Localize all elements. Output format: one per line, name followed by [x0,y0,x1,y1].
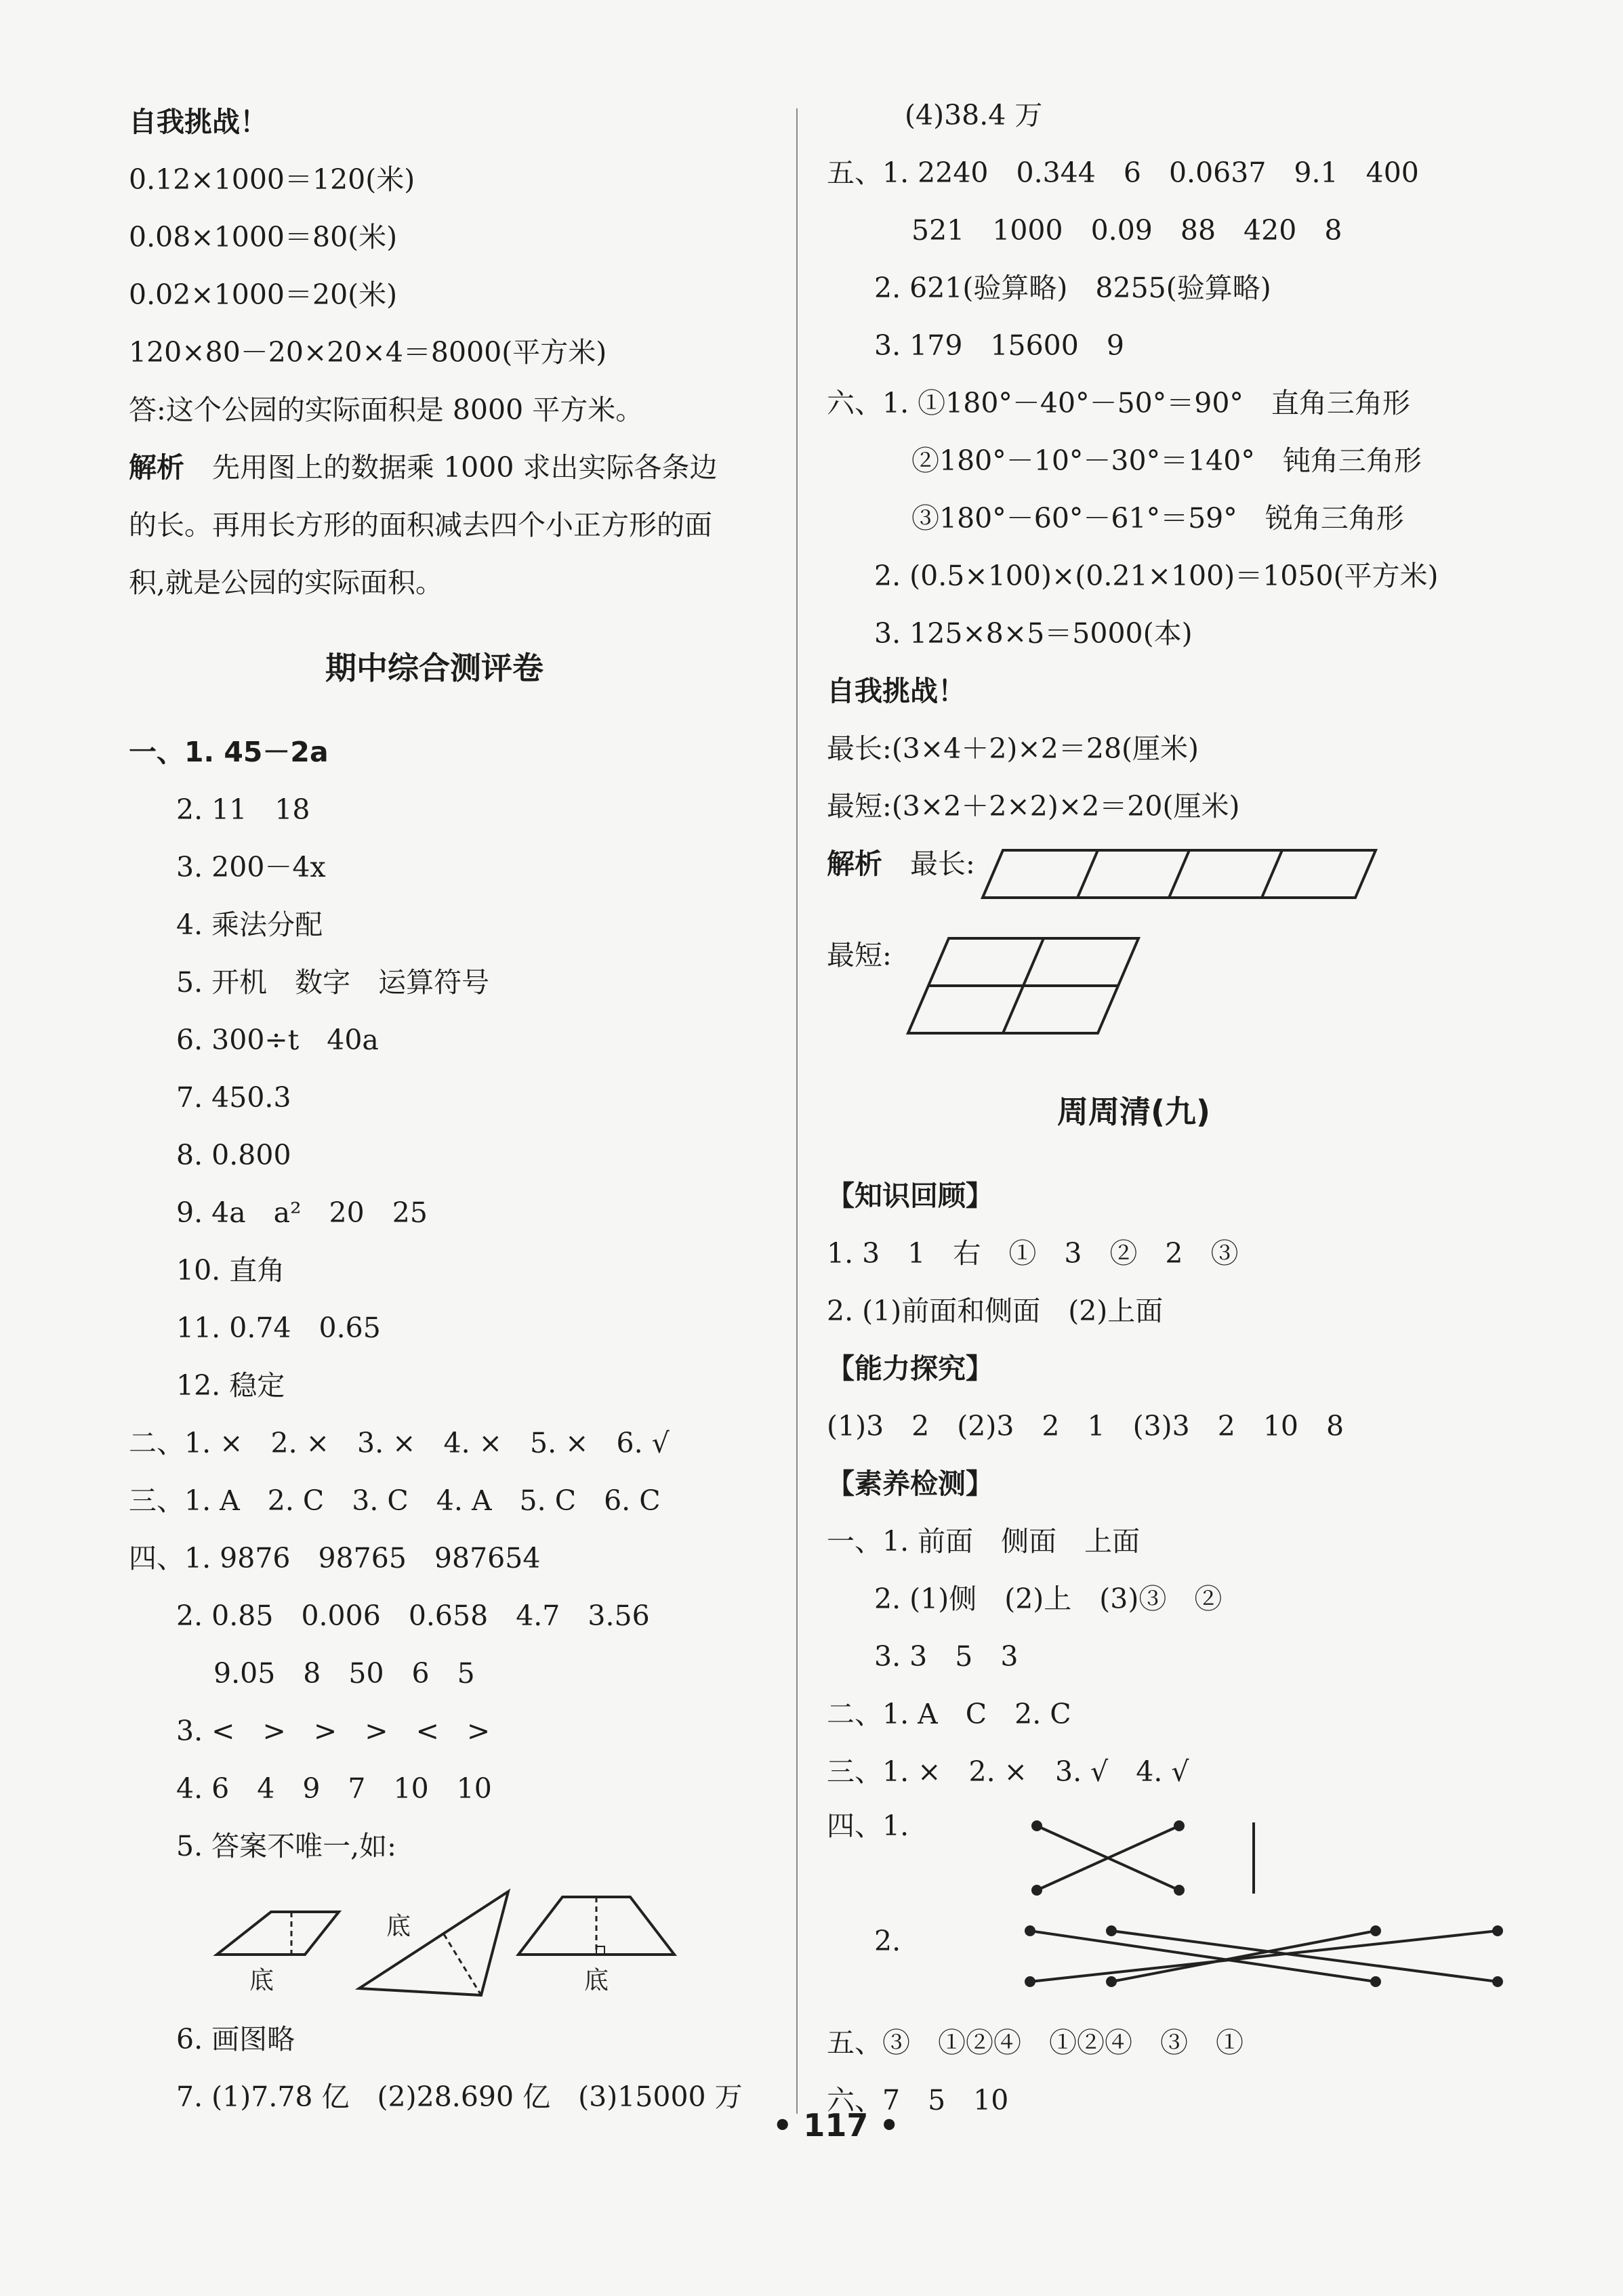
page-number: • 117 • [773,2107,899,2144]
section-title: 期中综合测评卷 [325,650,543,686]
answer-item: (4)38.4 万 [905,99,1043,131]
answer-item: 5. 开机 数字 运算符号 [176,966,490,999]
answer-item: (1)3 2 (2)3 2 1 (3)3 2 10 8 [827,1410,1344,1442]
longest-label: 最长: [910,848,975,880]
challenge-title: 自我挑战！ [827,675,966,707]
answer-item: 2. (1)前面和侧面 (2)上面 [827,1295,1164,1327]
analysis-text: 的长。再用长方形的面积减去四个小正方形的面 [129,509,712,541]
answer-item: 5. 答案不唯一,如: [176,1830,396,1862]
answer-item: 一、1. 45－2a [129,736,329,768]
answer-item: 11. 0.74 0.65 [176,1312,381,1344]
answer-item: 12. 稳定 [176,1369,285,1402]
answer-item: 521 1000 0.09 88 420 8 [911,214,1342,247]
fig-label-base: 底 [249,1967,274,1995]
answer-item: 二、1. A C 2. C [827,1698,1071,1730]
answer-item: 4. 6 4 9 7 10 10 [176,1772,492,1805]
answer-item: 六、1. ①180°－40°－50°＝90° 直角三角形 [827,387,1410,419]
calc-line: 0.08×1000＝80(米) [129,221,398,253]
answer-item: 2. (1)侧 (2)上 (3)③ ② [874,1583,1223,1615]
answer-item: 8. 0.800 [176,1139,291,1171]
answer-item: 3. 179 15600 9 [874,329,1124,362]
answer-item: 四、1. [827,1810,909,1842]
answer-item: ②180°－10°－30°＝140° 钝角三角形 [911,444,1422,477]
subsection-heading: 【知识回顾】 [827,1180,993,1212]
answer-item: 3. 3 5 3 [874,1640,1019,1673]
answer-item: 四、1. 9876 98765 987654 [129,1542,541,1574]
answer-item: 6. 画图略 [176,2023,295,2055]
answer-item: 2. [874,1925,901,1957]
answer-item: 10. 直角 [176,1254,285,1287]
answer-item: 3. < > > > < > [176,1715,491,1747]
answer-item: 2. (0.5×100)×(0.21×100)＝1050(平方米) [874,560,1439,592]
answer-item: 9. 4a a² 20 25 [176,1196,428,1229]
calc-line: 0.02×1000＝20(米) [129,278,398,311]
answer-item: 7. 450.3 [176,1081,291,1114]
answer-item: 3. 200－4x [176,851,326,883]
answer-item: ③180°－60°－61°＝59° 锐角三角形 [911,502,1404,535]
answer-item: 6. 300÷t 40a [176,1024,379,1056]
answer-item: 1. 3 1 右 ① 3 ② 2 ③ [827,1237,1239,1270]
calc-line: 120×80－20×20×4＝8000(平方米) [129,336,607,369]
answer-item: 二、1. × 2. × 3. × 4. × 5. × 6. √ [129,1427,670,1459]
subsection-heading: 【素养检测】 [827,1467,993,1500]
shortest-label: 最短: [827,939,892,972]
answer-item: 三、1. × 2. × 3. √ 4. √ [827,1755,1189,1788]
answer-item: 3. 125×8×5＝5000(本) [874,617,1193,650]
fig-label-base: 底 [584,1967,609,1995]
answer-item: 2. 0.85 0.006 0.658 4.7 3.56 [176,1600,650,1632]
matching-lines [827,0,1511,2296]
answer-item: 4. 乘法分配 [176,909,323,941]
fig-label-base: 底 [386,1913,411,1940]
answer-item: 7. (1)7.78 亿 (2)28.690 亿 (3)15000 万 [176,2081,743,2113]
analysis-label: 解析 [129,451,184,484]
height-figures [129,0,806,2296]
answer-item: 五、③ ①②④ ①②④ ③ ① [827,2026,1244,2059]
answer-item: 六、7 5 10 [827,2084,1009,2116]
analysis-text: 先用图上的数据乘 1000 求出实际各条边 [212,451,718,484]
answer-item: 9.05 8 50 6 5 [213,1657,475,1690]
answer-item: 五、1. 2240 0.344 6 0.0637 9.1 400 [827,156,1419,189]
answer-item: 2. 621(验算略) 8255(验算略) [874,272,1271,304]
answer-item: 三、1. A 2. C 3. C 4. A 5. C 6. C [129,1484,661,1517]
analysis-label: 解析 [827,848,882,880]
subsection-heading: 【能力探究】 [827,1352,993,1385]
analysis-text: 积,就是公园的实际面积。 [129,566,444,599]
calc-line: 0.12×1000＝120(米) [129,163,415,196]
challenge-title: 自我挑战！ [129,106,268,138]
answer-item: 一、1. 前面 侧面 上面 [827,1525,1141,1558]
calc-line: 最长:(3×4＋2)×2＝28(厘米) [827,732,1199,765]
calc-line: 最短:(3×2＋2×2)×2＝20(厘米) [827,790,1240,822]
answer-line: 答:这个公园的实际面积是 8000 平方米。 [129,394,644,426]
section-title: 周周清(九) [1057,1093,1211,1130]
answer-item: 2. 11 18 [176,793,310,826]
